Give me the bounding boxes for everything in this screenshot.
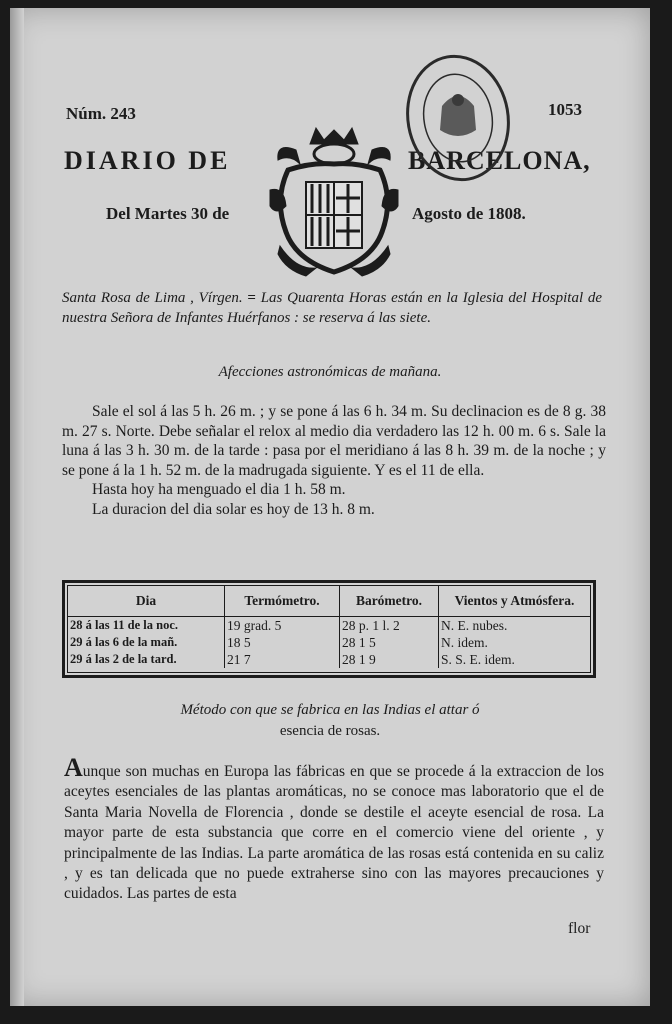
astronomy-heading: Afecciones astronómicas de mañana. xyxy=(218,364,442,380)
masthead-date-right: Agosto de 1808. xyxy=(412,204,526,223)
saint-text-1: Santa Rosa de Lima , Vírgen. xyxy=(62,290,243,306)
issue-number: Núm. 243 xyxy=(66,104,136,123)
article-text: unque son muchas en Europa las fábricas en que se procede á la extraccion de los aceytes esenciales de las plantas aromáticas, no se conoce mas laboratorio que el de Santa Maria Novella de Florencia , donde se destile el aceyte esencial de rosa. La mayor parte de esta substancia que corre en el comercio viene del oriente , y principalmente de las Indias. La parte aromática de las rosas está contenida en su caliz , y es tan delicada que no puede extraherse sino con las mayores precauciones y cuidados. Las partes de esta xyxy=(64,763,604,903)
catchword: flor xyxy=(568,920,591,937)
page-number: 1053 xyxy=(548,100,582,119)
article-heading xyxy=(10,700,650,742)
astronomy-paragraph-1: Sale el sol á las 5 h. 26 m. ; y se pone á las 6 h. 34 m. Su declinacion es de 8 g. 38 m. 27 s. Norte. Debe señalar el relox al medio dia verdadero las 12 h. 00 m. 6 s. Sale la luna á las 3 h. 30 m. de la tarde : pasa por el meridiano á las 8 h. 39 m. de la noche ; y se pone á la 1 h. 52 m. de la madrugada siguiente. Y es el 11 de ella. xyxy=(62,403,606,479)
article-body xyxy=(64,753,604,905)
newspaper-page xyxy=(10,8,650,1006)
separator-equals: = xyxy=(247,290,261,306)
masthead-date-left: Del Martes 30 de xyxy=(106,204,230,223)
masthead-title-left: DIARIO DE xyxy=(64,146,231,175)
article-heading-line-2: esencia de rosas. xyxy=(279,723,381,739)
drop-cap: A xyxy=(64,753,83,782)
astronomy-paragraph-3: La duracion del dia solar es hoy de 13 h. 8 m. xyxy=(92,500,375,518)
observations-table xyxy=(62,580,596,678)
table-row: 28 á las 11 de la noc. 19 grad. 5 28 p. 1 l. 2 N. E. nubes. xyxy=(70,617,508,633)
saint-of-the-day xyxy=(62,288,602,328)
astronomy-paragraph-2: Hasta hoy ha menguado el dia 1 h. 58 m. xyxy=(92,481,346,498)
library-stamp-icon xyxy=(402,50,514,186)
masthead-title-right: BARCELONA, xyxy=(408,146,591,175)
col-header-dia: Dia xyxy=(68,586,225,617)
saint-text-2: Las Quarenta Horas están en la Iglesia del Hospital de nuestra Señora de Infantes Huérfanos : se reserva á las siete. xyxy=(62,290,603,326)
col-header-barometro: Barómetro. xyxy=(340,586,439,617)
col-header-termometro: Termómetro. xyxy=(225,586,340,617)
table-row: 29 á las 2 de la tard. 21 7 28 1 9 S. S. E. idem. xyxy=(70,651,515,667)
table-row: 29 á las 6 de la mañ. 18 5 28 1 5 N. idem. xyxy=(70,634,488,650)
astronomy-section xyxy=(62,402,606,519)
page-binding-edge xyxy=(10,8,24,1006)
coat-of-arms-icon xyxy=(266,120,402,280)
col-header-vientos: Vientos y Atmósfera. xyxy=(439,586,591,617)
article-heading-line-1: Método con que se fabrica en las Indias el attar ó xyxy=(180,702,480,718)
